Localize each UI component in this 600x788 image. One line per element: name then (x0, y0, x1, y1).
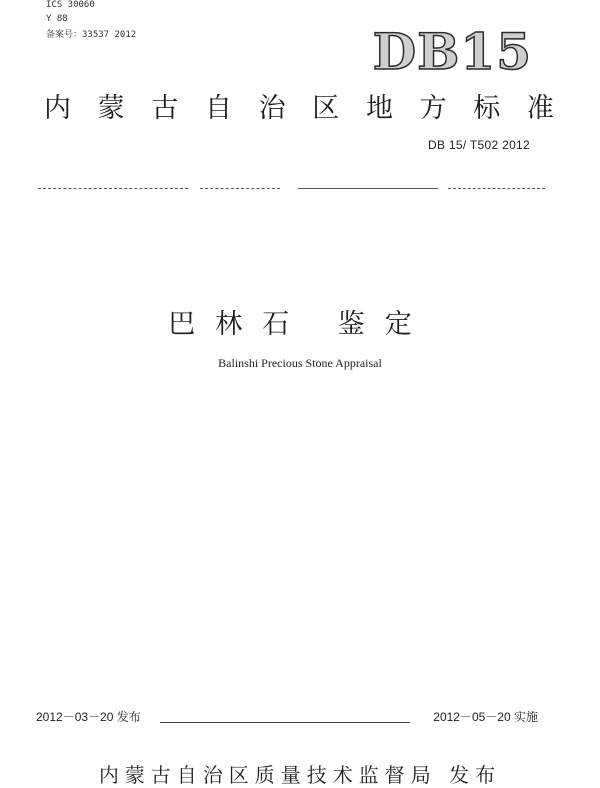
publisher-title-char: 方 (419, 93, 447, 124)
publish-date: 2012－03－20 发布 (36, 710, 141, 724)
standard-number: DB 15/ T502 2012 (428, 138, 530, 152)
publisher-title-char: 治 (258, 93, 286, 124)
header-divider (38, 188, 188, 189)
document-title: 巴林石 鉴定 (168, 309, 432, 340)
date-divider (160, 722, 410, 723)
publisher-title-char: 内 (44, 93, 71, 124)
implement-date: 2012－05－20 实施 (433, 710, 538, 724)
header-divider (448, 188, 545, 189)
publisher-title (44, 86, 554, 125)
db15-logo: DB15 (372, 22, 532, 81)
publisher-title-char: 古 (151, 93, 179, 124)
publisher-title-char: 蒙 (97, 93, 125, 124)
header-divider (200, 188, 280, 189)
header-divider (298, 188, 438, 189)
category-code: Y 88 (46, 14, 68, 24)
publisher-title-char: 自 (204, 93, 232, 124)
document-title-english: Balinshi Precious Stone Appraisal (218, 356, 382, 370)
publisher-title-char: 标 (473, 93, 501, 124)
publisher-title-char: 地 (365, 93, 393, 124)
record-number: 备案号：33537 2012 (46, 30, 137, 40)
publisher-title-char: 准 (526, 93, 554, 124)
ics-code: ICS 30060 (46, 0, 95, 10)
publisher-title-char: 区 (312, 93, 340, 124)
issuing-authority: 内蒙古自治区质量技术监督局 发布 (98, 763, 502, 787)
